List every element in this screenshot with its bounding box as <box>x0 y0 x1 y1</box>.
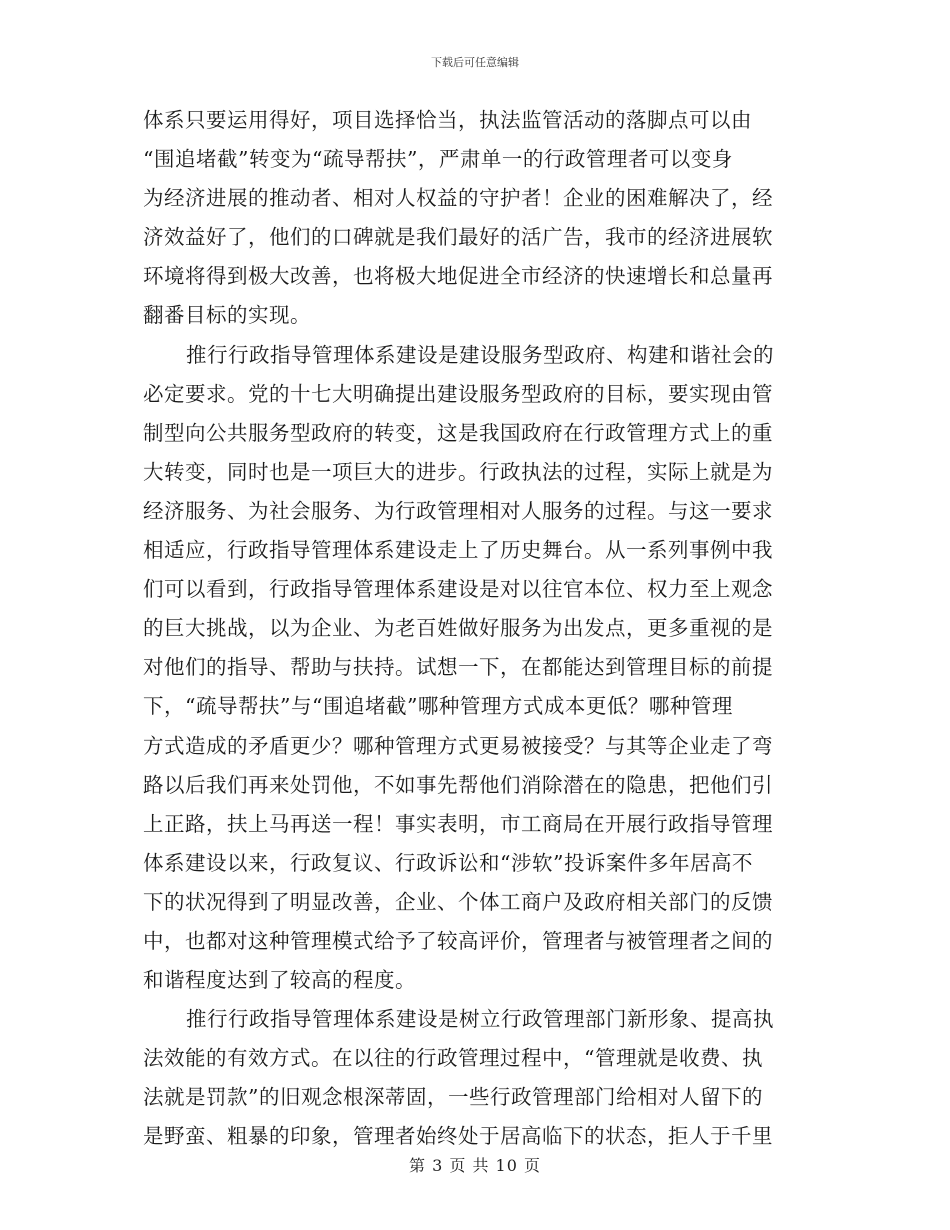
text-line: “围追堵截”转变为“疏导帮扶”，严肃单一的行政管理者可以变身 <box>143 147 733 172</box>
header-note: 下载后可任意编辑 <box>431 56 519 69</box>
text-line: 是野蛮、粗暴的印象，管理者始终处于居高临下的状态，拒人于千里 <box>143 1124 773 1149</box>
text-line: 大转变，同时也是一项巨大的进步。行政执法的过程，实际上就是为 <box>143 459 773 484</box>
text-line: 下，“疏导帮扶”与“围追堵截”哪种管理方式成本更低？哪种管理 <box>143 694 733 719</box>
text-line: 推行行政指导管理体系建设是建设服务型政府、构建和谐社会的 <box>186 342 774 367</box>
text-line: 济效益好了，他们的口碑就是我们最好的活广告，我市的经济进展软 <box>143 225 773 250</box>
text-line: 上正路，扶上马再送一程！事实表明，市工商局在开展行政指导管理 <box>143 811 773 836</box>
text-line: 对他们的指导、帮助与扶持。试想一下，在都能达到管理目标的前提 <box>143 655 773 680</box>
text-line: 体系建设以来，行政复议、行政诉讼和“涉软”投诉案件多年居高不 <box>143 850 753 875</box>
text-line: 和谐程度达到了较高的程度。 <box>143 968 416 993</box>
text-line: 经济服务、为社会服务、为行政管理相对人服务的过程。与这一要求 <box>143 498 773 523</box>
text-line: 法就是罚款”的旧观念根深蒂固，一些行政管理部门给相对人留下的 <box>143 1085 763 1110</box>
text-line: 路以后我们再来处罚他，不如事先帮他们消除潜在的隐患，把他们引 <box>143 772 773 797</box>
text-line: 方式造成的矛盾更少？哪种管理方式更易被接受？与其等企业走了弯 <box>143 733 773 758</box>
text-line: 必定要求。党的十七大明确提出建设服务型政府的目标，要实现由管 <box>143 381 773 406</box>
text-line: 推行行政指导管理体系建设是树立行政管理部门新形象、提高执 <box>186 1007 774 1032</box>
text-line: 中，也都对这种管理模式给予了较高评价，管理者与被管理者之间的 <box>143 928 773 953</box>
text-line: 制型向公共服务型政府的转变，这是我国政府在行政管理方式上的重 <box>143 420 773 445</box>
text-line: 法效能的有效方式。在以往的行政管理过程中，“管理就是收费、执 <box>143 1046 763 1071</box>
text-line: 的巨大挑战，以为企业、为老百姓做好服务为出发点，更多重视的是 <box>143 616 773 641</box>
paragraph-2 <box>143 336 803 1001</box>
page-number: 第 3 页 共 10 页 <box>409 1156 541 1175</box>
text-line: 下的状况得到了明显改善，企业、个体工商户及政府相关部门的反馈 <box>143 889 773 914</box>
text-line: 翻番目标的实现。 <box>143 303 311 328</box>
text-line: 相适应，行政指导管理体系建设走上了历史舞台。从一系列事例中我 <box>143 538 773 563</box>
text-line: 环境将得到极大改善，也将极大地促进全市经济的快速增长和总量再 <box>143 264 773 289</box>
text-line: 体系只要运用得好，项目选择恰当，执法监管活动的落脚点可以由 <box>143 108 752 132</box>
paragraph-1 <box>143 101 803 336</box>
paragraph-3 <box>143 1000 803 1156</box>
text-line: 们可以看到，行政指导管理体系建设是对以往官本位、权力至上观念 <box>143 577 773 602</box>
text-line: 为经济进展的推动者、相对人权益的守护者！企业的困难解决了，经 <box>143 186 773 211</box>
document-body <box>143 101 803 1157</box>
